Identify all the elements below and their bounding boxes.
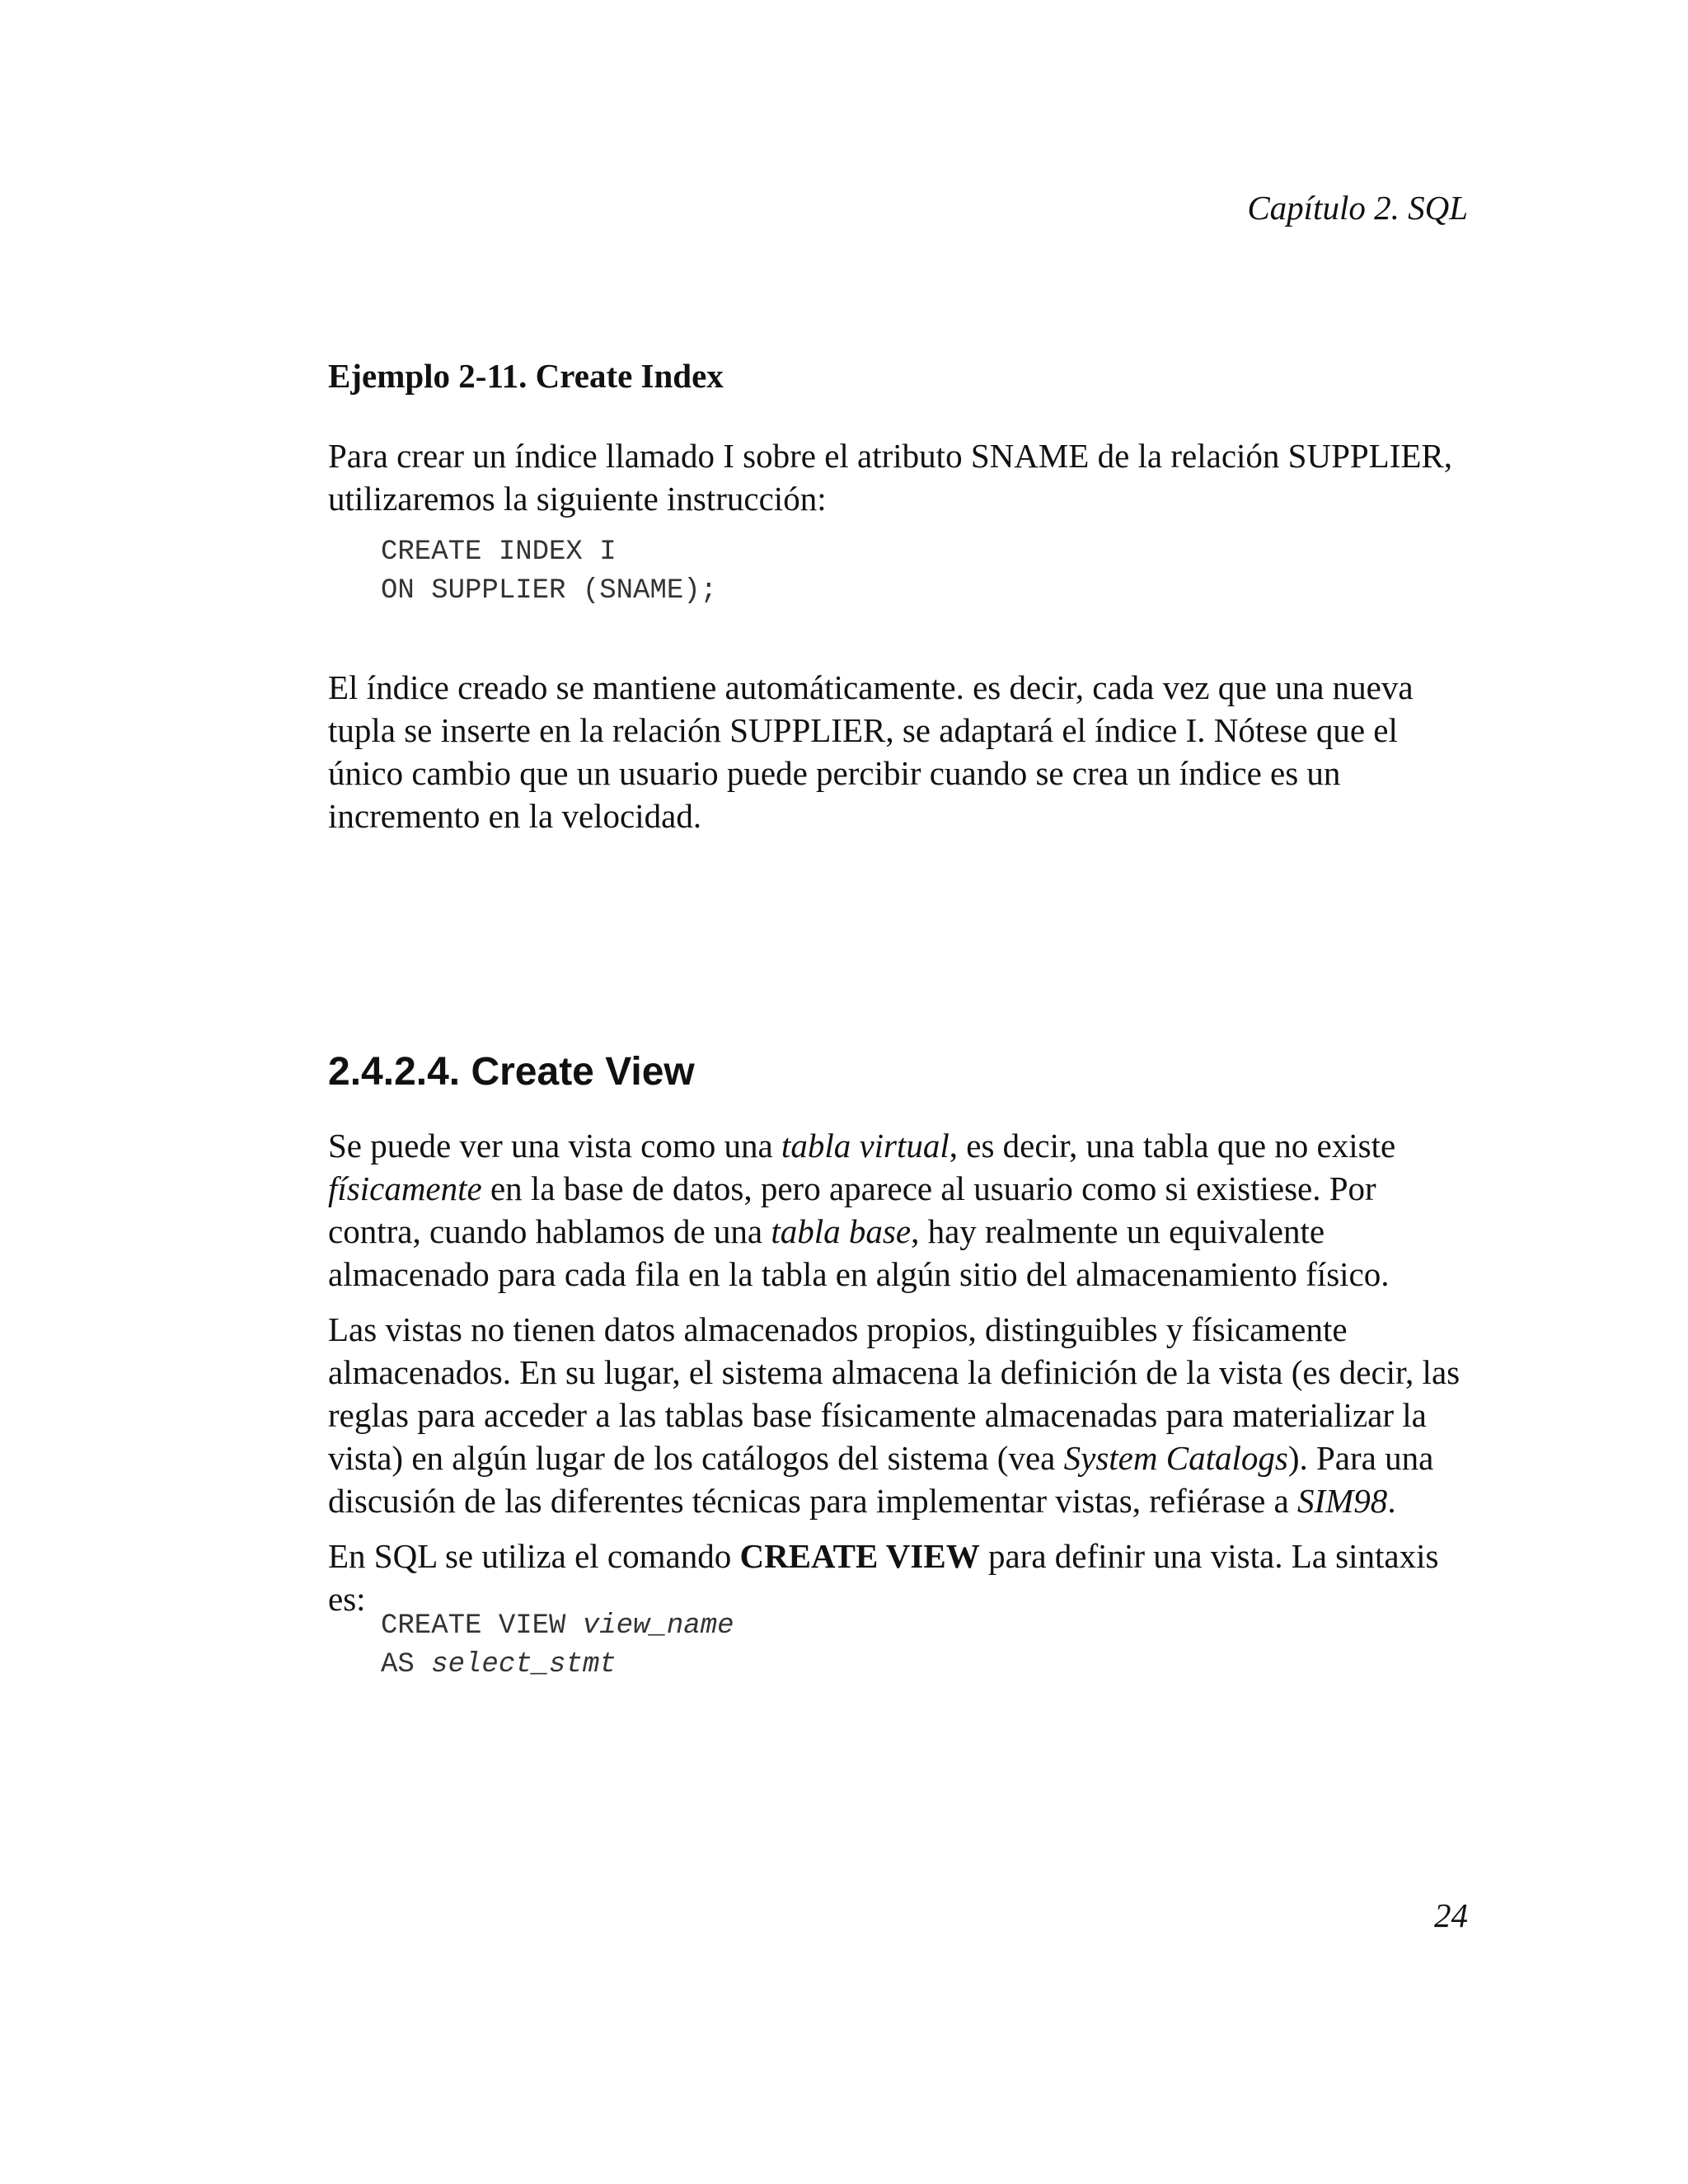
page-number: 24	[1434, 1896, 1468, 1934]
example-title: Ejemplo 2-11. Create Index	[328, 357, 724, 395]
text-run: Las vistas no tienen datos almacenados propios, distinguibles y físicamente almacenados. En su lugar, el sistema almacena la definición de la vista (es decir, las reglas para acceder a las tablas base físicamente almacenadas para materializar la vista) en algún lugar de los catálogos del sistema (vea	[328, 1310, 1461, 1477]
running-head: Capítulo 2. SQL	[1247, 189, 1468, 227]
sim98-link[interactable]: SIM98	[1297, 1482, 1388, 1520]
section-heading: 2.4.2.4. Create View	[328, 1050, 695, 1094]
example-explanation: El índice creado se mantiene automáticamente. es decir, cada vez que una nueva tupla se inserte en la relación SUPPLIER, se adaptará el índice I. Nótese que el único cambio que un usuario puede percibir cuando se crea un índice es un incremento en la velocidad.	[328, 668, 1414, 835]
view-storage-paragraph	[328, 1308, 1474, 1522]
term-fisicamente: físicamente	[328, 1169, 482, 1207]
syntax-keyword: CREATE VIEW	[381, 1610, 583, 1642]
view-definition-paragraph	[328, 1124, 1474, 1296]
example-intro: Para crear un índice llamado I sobre el atributo SNAME de la relación SUPPLIER, utilizaremos la siguiente instrucción:	[328, 437, 1453, 518]
syntax-argument: select_stmt	[431, 1649, 617, 1680]
code-line: ON SUPPLIER (SNAME);	[381, 575, 718, 607]
text-run: , es decir, una tabla que no existe	[949, 1127, 1396, 1165]
text-run: .	[1387, 1482, 1396, 1520]
text-run: para definir una vista. La sintaxis es:	[328, 1537, 1439, 1618]
term-tabla-virtual: tabla virtual	[781, 1127, 950, 1165]
term-tabla-base: tabla base	[771, 1212, 912, 1250]
text-run: En SQL se utiliza el comando	[328, 1537, 740, 1575]
create-view-command: CREATE VIEW	[739, 1537, 980, 1575]
text-run: en la base de datos, pero aparece al usuario como si existiese. Por contra, cuando hablamos de una	[328, 1169, 1376, 1250]
text-run: ). Para una discusión de las diferentes técnicas para implementar vistas, refiérase a	[328, 1439, 1434, 1520]
system-catalogs-link[interactable]: System Catalogs	[1063, 1439, 1288, 1477]
code-line: CREATE INDEX I	[381, 537, 617, 568]
syntax-keyword: AS	[381, 1649, 432, 1680]
syntax-argument: view_name	[582, 1610, 734, 1642]
text-run: Se puede ver una vista como una	[328, 1127, 781, 1165]
create-view-syntax	[381, 1607, 734, 1685]
create-index-code	[381, 533, 717, 611]
text-run: , hay realmente un equivalente almacenado para cada fila en la tabla en algún sitio del almacenamiento físico.	[328, 1212, 1390, 1293]
